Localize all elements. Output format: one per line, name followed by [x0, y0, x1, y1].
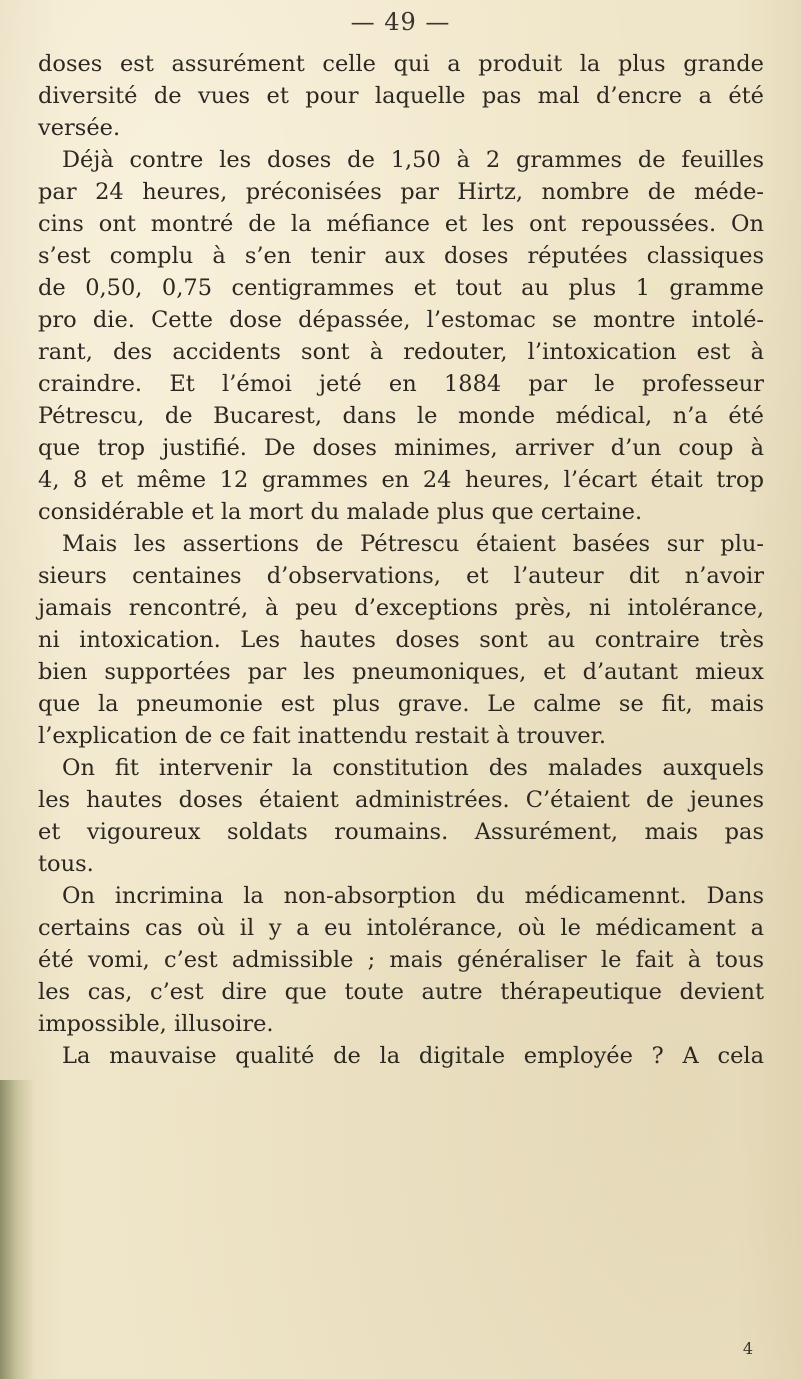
text-line: jamais rencontré, à peu d’exceptions près, ni intolérance,	[38, 595, 764, 621]
text-line: sieurs centaines d’observations, et l’auteur dit n’avoir	[38, 563, 764, 589]
page-number: — 49 —	[350, 8, 451, 36]
text-line: craindre. Et l’émoi jeté en 1884 par le professeur	[38, 371, 764, 397]
text-line: s’est complu à s’en tenir aux doses réputées classiques	[38, 243, 764, 269]
text-line: impossible, illusoire.	[38, 1011, 274, 1037]
text-line: On incrimina la non-absorption du médicamennt. Dans	[62, 883, 764, 909]
text-line: 4, 8 et même 12 grammes en 24 heures, l’écart était trop	[38, 467, 764, 493]
text-line: les hautes doses étaient administrées. C’étaient de jeunes	[38, 787, 764, 813]
text-line: diversité de vues et pour laquelle pas mal d’encre a été	[38, 83, 764, 109]
text-line: ni intoxication. Les hautes doses sont au contraire très	[38, 627, 764, 653]
text-line: Pétrescu, de Bucarest, dans le monde médical, n’a été	[38, 403, 764, 429]
text-line: et vigoureux soldats roumains. Assurément, mais pas	[38, 819, 764, 845]
body-text	[38, 48, 764, 1072]
page-edge-shadow	[0, 1080, 34, 1379]
text-line: que trop justifié. De doses minimes, arriver d’un coup à	[38, 435, 764, 461]
text-line: versée.	[38, 115, 121, 141]
text-line: La mauvaise qualité de la digitale employée ? A cela	[62, 1043, 764, 1069]
text-line: par 24 heures, préconisées par Hirtz, nombre de méde-	[38, 179, 764, 205]
text-line: Déjà contre les doses de 1,50 à 2 grammes de feuilles	[62, 147, 764, 173]
text-line: Mais les assertions de Pétrescu étaient basées sur plu-	[62, 531, 764, 557]
text-line: de 0,50, 0,75 centigrammes et tout au plus 1 gramme	[38, 275, 764, 301]
text-line: On fit intervenir la constitution des malades auxquels	[62, 755, 764, 781]
signature-mark: 4	[742, 1339, 753, 1358]
text-line: doses est assurément celle qui a produit la plus grande	[38, 51, 764, 77]
text-line: cins ont montré de la méfiance et les ont repoussées. On	[38, 211, 764, 237]
text-line: tous.	[38, 851, 94, 877]
text-line: les cas, c’est dire que toute autre thérapeutique devient	[38, 979, 764, 1005]
text-line: certains cas où il y a eu intolérance, où le médicament a	[38, 915, 764, 941]
text-line: rant, des accidents sont à redouter, l’intoxication est à	[38, 339, 764, 365]
text-line: bien supportées par les pneumoniques, et d’autant mieux	[38, 659, 764, 685]
text-line: considérable et la mort du malade plus que certaine.	[38, 499, 643, 525]
text-line: l’explication de ce fait inattendu restait à trouver.	[38, 723, 607, 749]
text-line: que la pneumonie est plus grave. Le calme se fit, mais	[38, 691, 764, 717]
text-line: été vomi, c’est admissible ; mais généraliser le fait à tous	[38, 947, 764, 973]
text-line: pro die. Cette dose dépassée, l’estomac se montre intolé-	[38, 307, 764, 333]
